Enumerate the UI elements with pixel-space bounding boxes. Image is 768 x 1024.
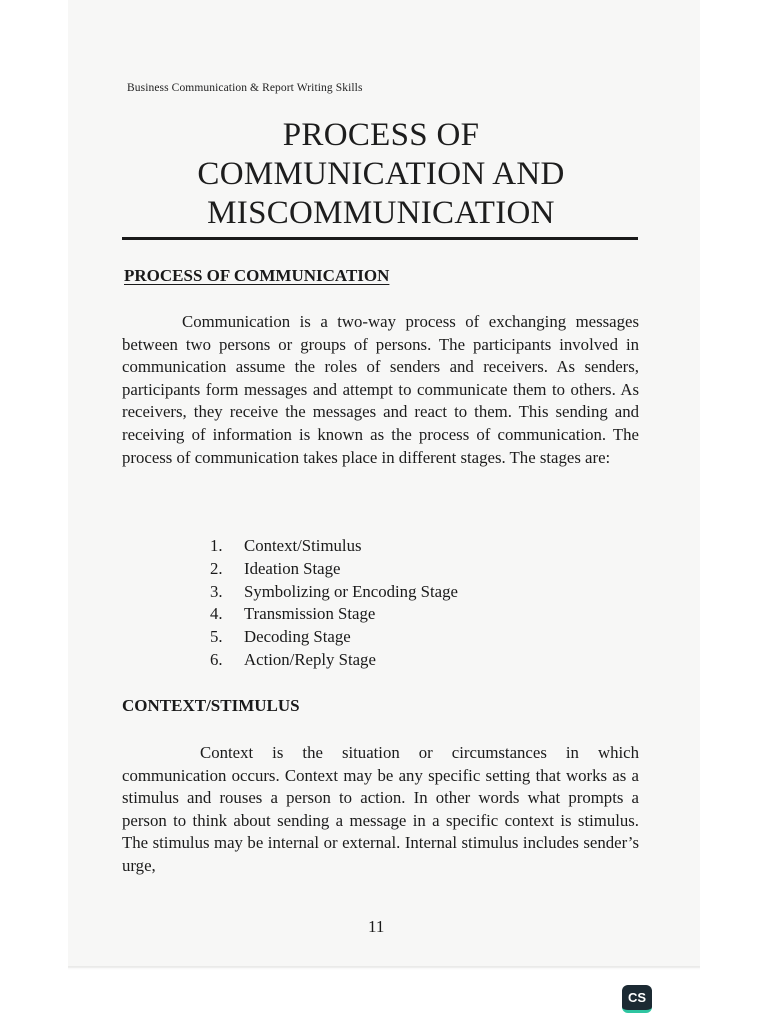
stage-item: [210, 603, 458, 626]
page-edge-shadow: [68, 966, 700, 970]
title-rule: [122, 237, 638, 240]
camscanner-logo-icon: CS: [622, 985, 652, 1013]
chapter-title-line-1: PROCESS OF: [282, 117, 480, 153]
stage-number: 5.: [210, 627, 223, 647]
section-heading-process: PROCESS OF COMMUNICATION: [124, 266, 390, 285]
stage-item: [210, 535, 458, 558]
stage-label: Action/Reply Stage: [244, 649, 376, 669]
stage-item: [210, 558, 458, 581]
stage-number: 4.: [210, 604, 223, 624]
stage-number: 6.: [210, 649, 223, 669]
chapter-title-line-2: COMMUNICATION AND: [197, 156, 565, 192]
stage-item: [210, 649, 458, 672]
stage-label: Symbolizing or Encoding Stage: [244, 581, 458, 601]
stage-label: Decoding Stage: [244, 627, 351, 647]
paragraph-context-text: Context is the situation or circumstances in which communication occurs. Context may be any specific setting that works as a stimulus and rouses a person to action. In other words what prompts a person to think about sending a message in a specific context is stimulus. The stimulus may be internal or external. Internal stimulus includes sender’s urge,: [122, 743, 639, 875]
chapter-title-line-3: MISCOMMUNICATION: [207, 195, 555, 231]
chapter-title: [122, 116, 640, 233]
paragraph-process: [122, 311, 639, 469]
stage-label: Transmission Stage: [244, 604, 376, 624]
stage-item: [210, 626, 458, 649]
stage-number: 2.: [210, 558, 223, 578]
running-head: Business Communication & Report Writing Skills: [127, 82, 363, 94]
stage-item: [210, 581, 458, 604]
stage-label: Ideation Stage: [244, 558, 341, 578]
stage-label: Context/Stimulus: [244, 536, 362, 555]
paragraph-context: [122, 742, 639, 878]
section-heading-context: CONTEXT/STIMULUS: [122, 696, 300, 715]
paragraph-process-text: Communication is a two-way process of exchanging messages between two persons or groups of persons. The participants involved in communication assume the roles of senders and receivers. As senders, participants form messages and attempt to communicate them to others. As receivers, they receive the messages and react to them. This sending and receiving of information is known as the process of communication. The process of communication takes place in different stages. The stages are:: [122, 312, 639, 467]
page-number: 11: [368, 917, 385, 936]
stage-list: [210, 535, 458, 672]
stage-number: 1.: [210, 536, 223, 555]
stage-number: 3.: [210, 581, 223, 601]
